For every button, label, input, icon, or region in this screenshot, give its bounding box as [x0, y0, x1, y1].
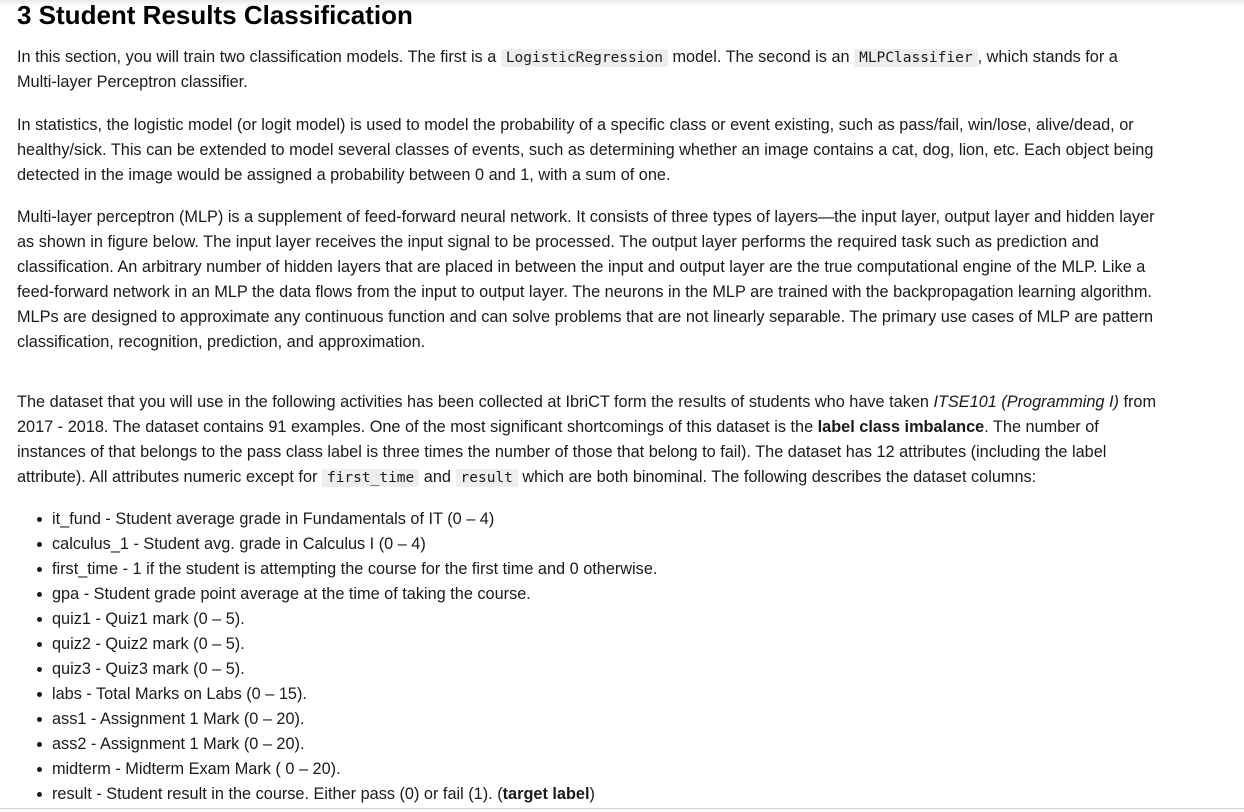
list-item: it_fund - Student average grade in Fundamentals of IT (0 – 4)	[52, 507, 657, 532]
code-first-time: first_time	[322, 469, 419, 487]
logistic-line-3: detected in the image would be assigned a probability between 0 and 1, with a sum of one.	[17, 166, 671, 184]
target-label: target label	[502, 785, 590, 803]
mlp-line-4: feed-forward network in an MLP the data flows from the input to output layer. The neurons in the MLP are trained with the backpropagation learning algorithm.	[17, 283, 1152, 301]
label-class-imbalance: label class imbalance	[817, 418, 985, 436]
list-item: labs - Total Marks on Labs (0 – 15).	[52, 682, 657, 707]
intro-paragraph	[17, 45, 1118, 95]
dataset-line-4: attribute). All attributes numeric except for first_time and result which are both binominal. The following describes the dataset columns:	[17, 468, 1037, 486]
list-item: midterm - Midterm Exam Mark ( 0 – 20).	[52, 757, 657, 782]
list-item: calculus_1 - Student avg. grade in Calculus I (0 – 4)	[52, 532, 657, 557]
cell-bottom-border	[0, 808, 1244, 809]
logistic-paragraph	[17, 113, 1153, 188]
logistic-line-2: healthy/sick. This can be extended to model several classes of events, such as determining whether an image contains a cat, dog, lion, etc. Each object being	[17, 141, 1154, 159]
course-name: ITSE101 (Programming I)	[933, 393, 1119, 411]
intro-line-1: In this section, you will train two classification models. The first is a LogisticRegression model. The second is an MLPClassifier , which stands for a	[17, 48, 1118, 66]
mlp-line-2: as shown in figure below. The input layer receives the input signal to be processed. The output layer performs the required task such as prediction and	[17, 233, 1099, 251]
list-item-result: result - Student result in the course. Either pass (0) or fail (1). (target label)	[52, 782, 657, 807]
code-result: result	[456, 469, 518, 487]
code-logistic-regression: LogisticRegression	[501, 49, 668, 67]
dataset-line-3: instances of that belongs to the pass class label is three times the number of those that belong to fail). The dataset has 12 attributes (including the label	[17, 443, 1107, 461]
code-mlp-classifier: MLPClassifier	[854, 49, 978, 67]
list-item: first_time - 1 if the student is attempting the course for the first time and 0 otherwise.	[52, 557, 657, 582]
mlp-line-1: Multi-layer perceptron (MLP) is a supplement of feed-forward neural network. It consists of three types of layers—the input layer, output layer and hidden layer	[17, 208, 1155, 226]
dataset-line-1: The dataset that you will use in the following activities has been collected at IbriCT form the results of students who have taken ITSE101 (Programming I) from	[17, 393, 1157, 411]
list-item: quiz3 - Quiz3 mark (0 – 5).	[52, 657, 657, 682]
list-item: ass1 - Assignment 1 Mark (0 – 20).	[52, 707, 657, 732]
list-item: quiz2 - Quiz2 mark (0 – 5).	[52, 632, 657, 657]
mlp-line-6: classification, recognition, prediction, and approximation.	[17, 333, 426, 351]
section-heading: 3 Student Results Classification	[17, 0, 413, 30]
mlp-line-5: MLPs are designed to approximate any continuous function and can solve problems that are not linearly separable. The primary use cases of MLP are pattern	[17, 308, 1154, 326]
list-item: ass2 - Assignment 1 Mark (0 – 20).	[52, 732, 657, 757]
mlp-paragraph	[17, 205, 1155, 355]
dataset-paragraph	[17, 390, 1156, 490]
dataset-line-2: 2017 - 2018. The dataset contains 91 examples. One of the most significant shortcomings of this dataset is the label class imbalance. The number of	[17, 418, 1099, 436]
list-item: quiz1 - Quiz1 mark (0 – 5).	[52, 607, 657, 632]
intro-line-2: Multi-layer Perceptron classifier.	[17, 73, 248, 91]
logistic-line-1: In statistics, the logistic model (or logit model) is used to model the probability of a specific class or event existing, such as pass/fail, win/lose, alive/dead, or	[17, 116, 1134, 134]
mlp-line-3: classification. An arbitrary number of hidden layers that are placed in between the input and output layer are the true computational engine of the MLP. Like a	[17, 258, 1146, 276]
list-item: gpa - Student grade point average at the time of taking the course.	[52, 582, 657, 607]
dataset-columns-list	[17, 507, 657, 807]
